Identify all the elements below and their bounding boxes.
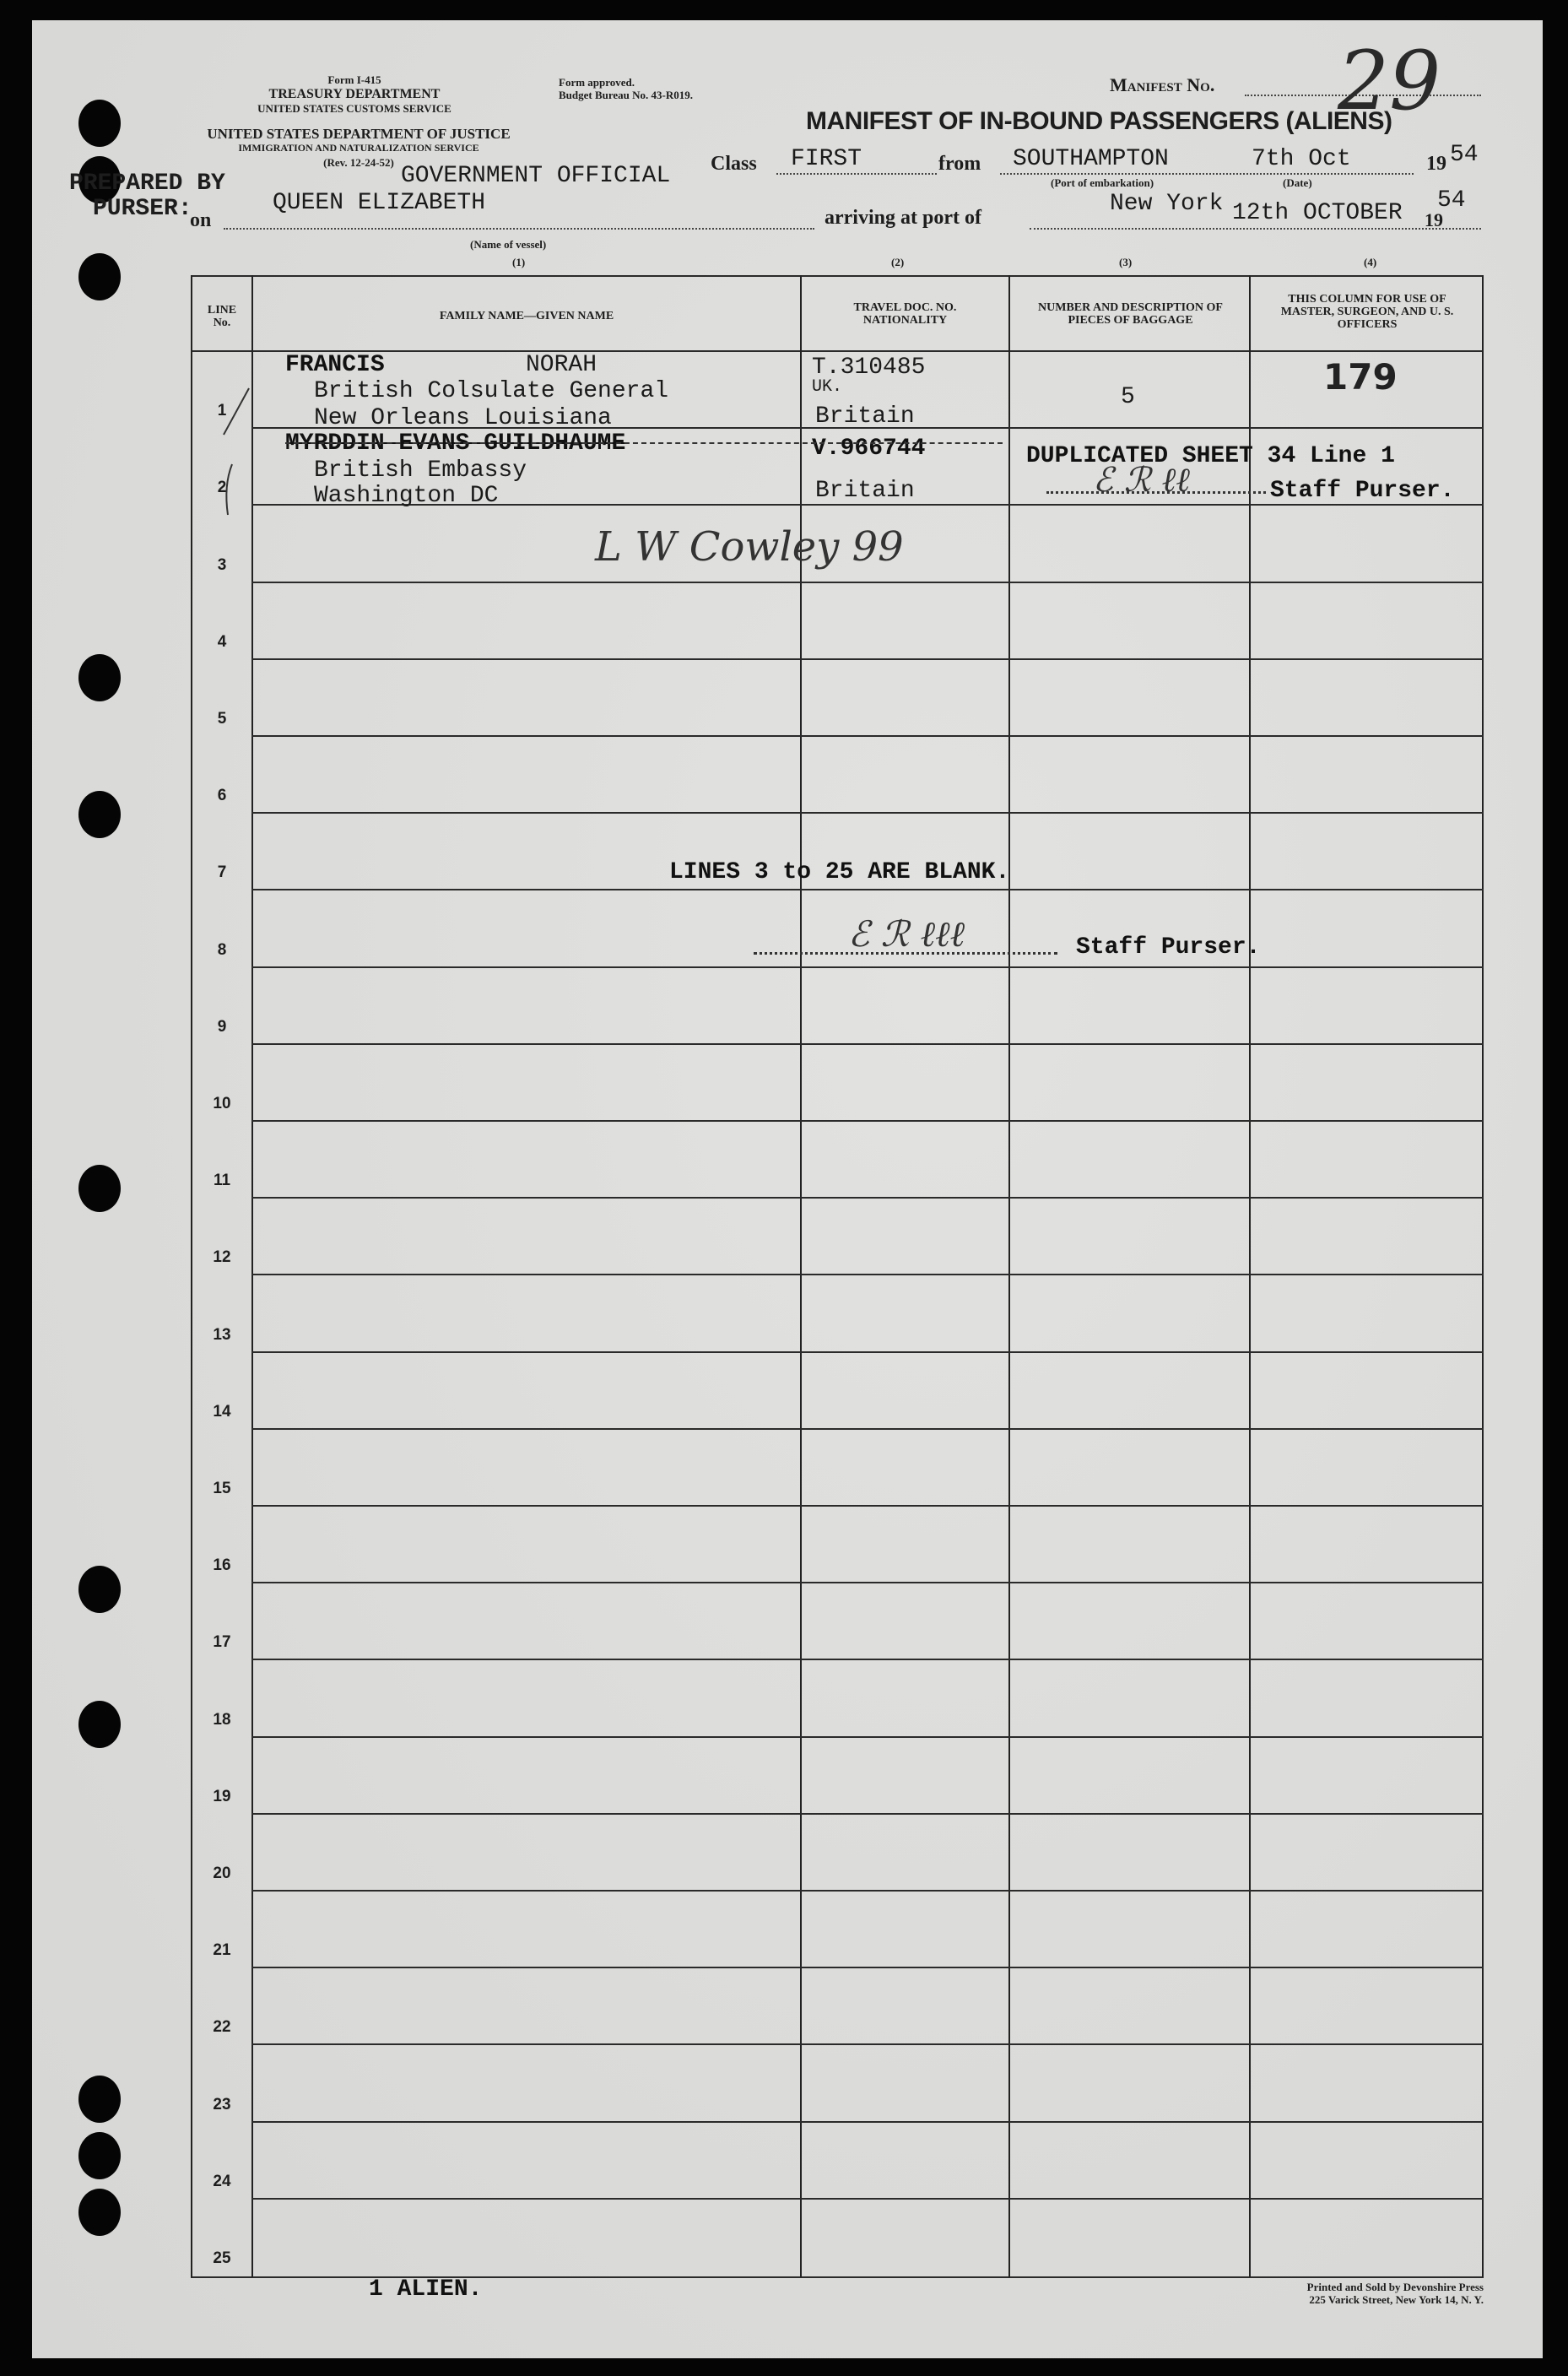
- prepared-by-label: PREPARED BY: [69, 170, 225, 197]
- col-header-travel-doc: TRAVEL DOC. NO. NATIONALITY: [853, 301, 957, 327]
- punch-hole: [78, 2076, 121, 2123]
- entry2-travel-doc: V.966744: [812, 436, 926, 462]
- form-number: Form I-415: [327, 73, 381, 86]
- arrival-year-prefix: 19: [1425, 209, 1443, 230]
- col-num-3: (3): [1119, 256, 1133, 268]
- line-number: 8: [217, 941, 227, 959]
- table-row-rule: [251, 1736, 1484, 1738]
- table-row-rule: [251, 582, 1484, 583]
- handwritten-note: L W Cowley 99: [595, 523, 904, 571]
- punch-hole: [78, 1566, 121, 1613]
- col-num-2: (2): [891, 256, 905, 268]
- form-block: [228, 73, 481, 116]
- from-value: SOUTHAMPTON: [1013, 146, 1169, 172]
- entry1-officer-number: 179: [1323, 356, 1398, 398]
- punch-hole: [78, 2189, 121, 2236]
- manifest-no-label: Manifest No.: [1110, 74, 1215, 95]
- class-value: FIRST: [791, 146, 862, 172]
- table-row-rule: [251, 966, 1484, 968]
- table-row-rule: [251, 2121, 1484, 2123]
- entry1-travel-doc: T.310485: [812, 355, 926, 381]
- table-row-rule: [251, 735, 1484, 737]
- approval-block: [559, 76, 693, 101]
- punch-hole: [78, 253, 121, 300]
- table-row-rule: [251, 1659, 1484, 1660]
- table-row-rule: [251, 1197, 1484, 1199]
- line-number: 23: [213, 2096, 231, 2114]
- line-number: 17: [213, 1633, 231, 1651]
- table-row-rule: [251, 1967, 1484, 1968]
- customs-service: UNITED STATES CUSTOMS SERVICE: [257, 102, 451, 115]
- entry1-doc-mark: UK.: [812, 377, 843, 397]
- line-number: 16: [213, 1556, 231, 1574]
- table-row-rule: [251, 1582, 1484, 1583]
- entry2-address2: Washington DC: [314, 483, 499, 509]
- doj-title: UNITED STATES DEPARTMENT OF JUSTICE: [207, 126, 511, 142]
- line-number: 19: [213, 1788, 231, 1805]
- entry2-name: MYRDDIN EVANS GUILDHAUME: [285, 430, 626, 457]
- table-row-rule: [251, 889, 1484, 890]
- col-header-baggage: NUMBER AND DESCRIPTION OF PIECES OF BAGGAGE: [1038, 301, 1223, 327]
- line-number: 2: [217, 479, 227, 496]
- port-caption: (Port of embarkation): [1051, 176, 1154, 189]
- arrival-date: 12th OCTOBER: [1232, 200, 1403, 226]
- punch-hole: [78, 1701, 121, 1748]
- table-row-rule: [251, 1351, 1484, 1353]
- table-row-rule: [251, 2043, 1484, 2045]
- purser-label: PURSER:: [93, 196, 192, 222]
- table-row-rule: [251, 1505, 1484, 1507]
- entry1-baggage: 5: [1121, 384, 1135, 410]
- col-header-line-no: LINE No.: [207, 304, 237, 329]
- ins-title: IMMIGRATION AND NATURALIZATION SERVICE: [238, 142, 479, 154]
- line-number: 1: [217, 402, 227, 419]
- table-row-rule: [251, 2198, 1484, 2200]
- table-row-rule: [251, 1890, 1484, 1892]
- printer-line2: 225 Varick Street, New York 14, N. Y.: [1309, 2293, 1484, 2306]
- line-number: 14: [213, 1403, 231, 1421]
- arrival-year: 54: [1437, 187, 1466, 214]
- purser-signature-2: ℰ ℛ ℓℓℓ: [848, 913, 965, 955]
- vessel-name: QUEEN ELIZABETH: [273, 190, 486, 216]
- line-number: 13: [213, 1326, 231, 1344]
- entry1-family-name: FRANCIS: [285, 352, 385, 378]
- entry1-given-name: NORAH: [526, 352, 597, 378]
- printer-line1: Printed and Sold by Devonshire Press: [1306, 2281, 1484, 2293]
- alien-count: 1 ALIEN.: [369, 2276, 483, 2303]
- duplicated-sheet-note: DUPLICATED SHEET 34 Line 1: [1026, 443, 1395, 469]
- from-label: from: [938, 153, 981, 175]
- entry2-nationality: Britain: [815, 478, 915, 504]
- treasury-dept: TREASURY DEPARTMENT: [268, 87, 441, 101]
- table-row-rule: [251, 812, 1484, 814]
- blank-lines-notice: LINES 3 to 25 ARE BLANK.: [669, 859, 1010, 885]
- prepared-by-value: GOVERNMENT OFFICIAL: [401, 163, 671, 189]
- entry1-address2: New Orleans Louisiana: [314, 405, 612, 431]
- punch-hole: [78, 654, 121, 701]
- entry2-purser-label: Staff Purser.: [1270, 478, 1455, 504]
- manifest-page: [32, 20, 1543, 2358]
- line-number: 20: [213, 1865, 231, 1882]
- line-number: 4: [217, 633, 227, 651]
- line-number: 6: [217, 787, 227, 804]
- year-prefix: 19: [1426, 153, 1446, 175]
- line-number: 11: [213, 1172, 231, 1189]
- on-label: on: [190, 209, 212, 231]
- line-number: 18: [213, 1711, 231, 1729]
- col-num-4: (4): [1364, 256, 1377, 268]
- table-row-rule: [251, 658, 1484, 660]
- line-number: 22: [213, 2018, 231, 2036]
- punch-hole: [78, 2132, 121, 2179]
- line-number: 24: [213, 2173, 231, 2190]
- date-value: 7th Oct: [1252, 146, 1351, 172]
- punch-hole: [78, 100, 121, 147]
- entry2-strike-dash: [285, 442, 1003, 444]
- line-number: 3: [217, 556, 227, 574]
- entry1-address1: British Colsulate General: [314, 378, 669, 404]
- line-number: 10: [213, 1095, 231, 1112]
- col-header-officers: THIS COLUMN FOR USE OF MASTER, SURGEON, AND U. S. OFFICERS: [1280, 293, 1454, 331]
- year-value: 54: [1450, 142, 1479, 168]
- printer-info: [1197, 2281, 1484, 2306]
- class-label: Class: [711, 153, 757, 175]
- table-row-rule: [251, 1813, 1484, 1815]
- entry2-address1: British Embassy: [314, 457, 527, 484]
- approval-line1: Form approved.: [559, 76, 635, 89]
- rev-date: (Rev. 12-24-52): [323, 156, 394, 169]
- blank-notice-purser-label: Staff Purser.: [1076, 934, 1261, 961]
- line-number: 7: [217, 863, 227, 881]
- punch-hole: [78, 1165, 121, 1212]
- purser-signature-1: ℰ ℛ ℓℓ: [1093, 461, 1190, 500]
- vessel-caption: (Name of vessel): [470, 238, 547, 251]
- line-number: 21: [213, 1941, 231, 1959]
- col-header-name: FAMILY NAME—GIVEN NAME: [439, 310, 614, 322]
- approval-line2: Budget Bureau No. 43-R019.: [559, 89, 694, 101]
- line-number: 12: [213, 1248, 231, 1266]
- manifest-number: 29: [1338, 34, 1441, 128]
- entry1-nationality: Britain: [815, 403, 915, 430]
- line-number: 15: [213, 1480, 231, 1497]
- line-number: 5: [217, 710, 227, 728]
- arrival-port: New York: [1110, 191, 1224, 217]
- punch-hole: [78, 791, 121, 838]
- manifest-title: MANIFEST OF IN-BOUND PASSENGERS (ALIENS): [806, 107, 1392, 135]
- table-row-rule: [251, 1428, 1484, 1430]
- arriving-label: arriving at port of: [825, 207, 981, 229]
- checkmark-icon: [211, 384, 253, 519]
- table-row-rule: [251, 1120, 1484, 1122]
- date-caption: (Date): [1283, 176, 1312, 189]
- col-num-1: (1): [512, 256, 526, 268]
- line-number: 9: [217, 1018, 227, 1036]
- table-row-rule: [251, 1274, 1484, 1275]
- line-number: 25: [213, 2249, 231, 2267]
- table-row-rule: [251, 1043, 1484, 1045]
